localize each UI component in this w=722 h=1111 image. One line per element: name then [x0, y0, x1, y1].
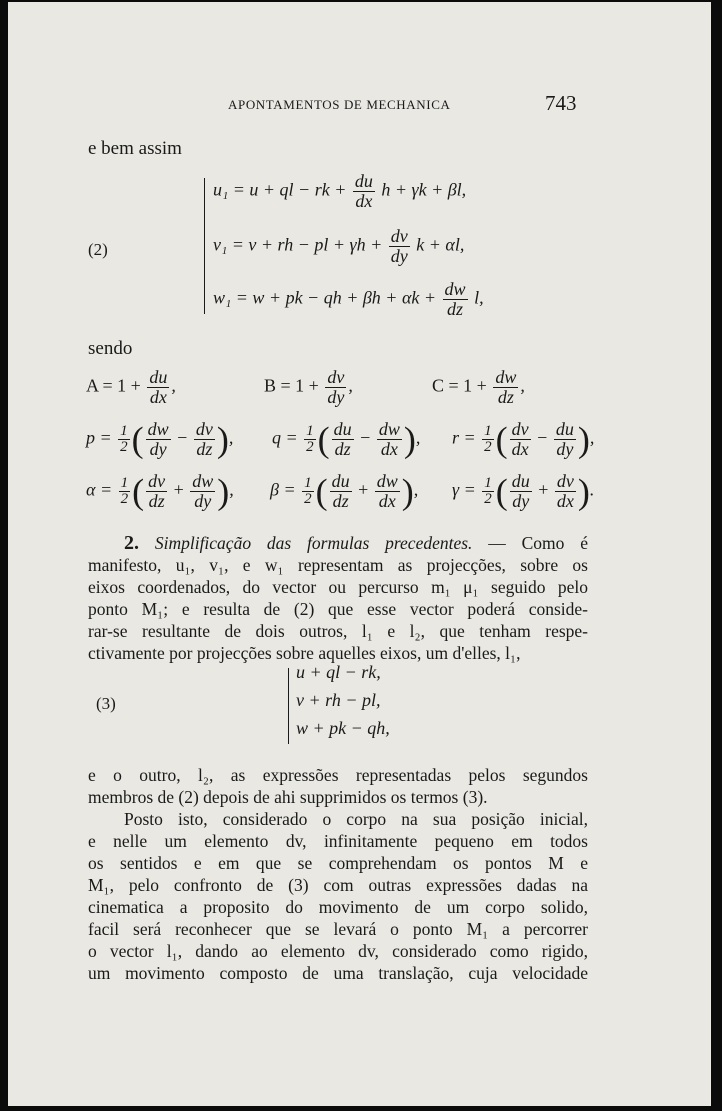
def-r-num2: du	[555, 419, 574, 439]
def-gamma-num1: du	[511, 471, 530, 491]
eq2-line3-rest: l,	[474, 287, 484, 308]
def-q-den2: dx	[380, 439, 398, 459]
def-C	[432, 368, 525, 407]
eq2-line1-frac-den: dx	[355, 191, 373, 211]
def-B-num: dv	[327, 367, 345, 387]
def-B	[264, 368, 353, 407]
def-beta-half-num: 1	[304, 475, 312, 491]
eq2-line3-frac-den: dz	[447, 299, 464, 319]
def-p-num1: dw	[147, 419, 169, 439]
para-posto-line-2: os sentidos e em que se comprehendam os pontos M e	[88, 853, 588, 873]
equation-3-label: (3)	[96, 694, 116, 713]
def-beta-op: +	[358, 479, 369, 500]
para-after-line-0: e o outro, l₂, as expressões representadas pelos segundos	[88, 765, 588, 785]
paragraph-after-eq3	[88, 764, 588, 808]
def-r: r = $\frac{1}{2}$ ( $\frac{dv}{dx}$ − $\frac{du}{dy}$ ),	[452, 419, 595, 460]
section-2-line-0	[88, 532, 588, 554]
def-beta: β = $\frac{1}{2}$ ( $\frac{du}{dz}$ + $\frac{dw}{dx}$ ),	[270, 471, 419, 512]
def-A-tail: ,	[171, 375, 176, 396]
section-2-line-0-text: — Como é	[472, 533, 589, 553]
section-2-line-5: ctivamente por projecções sobre aquelles eixos, um d'elles, l₁,	[88, 643, 521, 663]
eq2-line1-lhs: u₁ = u + ql − rk +	[213, 179, 347, 200]
def-C-den: dz	[497, 387, 514, 407]
def-p-half-den: 2	[120, 439, 128, 455]
equation-2-brace	[204, 178, 205, 314]
def-beta-den2: dx	[378, 491, 396, 511]
def-alpha-op: +	[173, 479, 184, 500]
def-q-tail: ,	[415, 427, 421, 448]
def-gamma-den1: dy	[512, 491, 530, 511]
equation-3-brace	[288, 668, 289, 744]
eq2-line3-lhs: w₁ = w + pk − qh + βh + αk +	[213, 287, 437, 308]
def-alpha-tail: ,	[229, 479, 234, 500]
para-posto-line-3: M₁, pelo confronto de (3) com outras expressões dadas na	[88, 875, 588, 895]
def-r-den2: dy	[556, 439, 574, 459]
sendo-text: sendo	[88, 338, 133, 359]
def-B-tail: ,	[348, 375, 353, 396]
def-A-den: dx	[149, 387, 167, 407]
def-beta-num1: du	[331, 471, 350, 491]
eq2-line1-frac-num: du	[354, 171, 373, 191]
def-r-half-num: 1	[484, 423, 492, 439]
equation-2-line-3	[213, 280, 484, 319]
def-B-lhs: B = 1 +	[264, 375, 319, 396]
para-posto-line-7: um movimento composto de uma translação, cuja velocidade	[88, 963, 588, 983]
paragraph-posto-isto	[88, 808, 588, 984]
def-p-op: −	[177, 427, 188, 448]
def-gamma-den2: dx	[556, 491, 574, 511]
def-beta-half-den: 2	[304, 491, 312, 507]
def-beta-tail: ,	[413, 479, 419, 500]
def-A-num: du	[149, 367, 168, 387]
def-q-den1: dz	[334, 439, 351, 459]
def-q-half-num: 1	[306, 423, 314, 439]
section-2-title: Simplificação das formulas precedentes.	[154, 533, 473, 553]
def-alpha-lhs: α =	[86, 479, 113, 500]
def-gamma-half-den: 2	[484, 491, 492, 507]
para-posto-line-0: Posto isto, considerado o corpo na sua posição inicial,	[124, 809, 588, 829]
para-after-line-1: membros de (2) depois de ahi supprimidos os termos (3).	[88, 787, 488, 807]
section-2-line-4: rar-se resultante de dois outros, l₁ e l₂, que tenham respe-	[88, 621, 588, 641]
def-gamma-op: +	[538, 479, 549, 500]
para-posto-line-5: facil será reconhecer que se levará o ponto M₁ a percorrer	[88, 919, 588, 939]
para-posto-line-6: o vector l₁, dando ao elemento dv, considerado como rigido,	[88, 941, 588, 961]
section-2-line-3: ponto M₁; e resulta de (2) que esse vector poderá conside-	[88, 599, 588, 619]
def-A	[86, 368, 176, 407]
def-r-lhs: r =	[452, 427, 476, 448]
section-2-paragraph	[88, 532, 588, 664]
para-posto-line-1: e nelle um elemento dv, infinitamente pequeno em todos	[88, 831, 588, 851]
equation-2-line-2	[213, 227, 464, 266]
def-p-num2: dv	[195, 419, 213, 439]
equation-2-line-1	[213, 172, 466, 211]
eq2-line2-rest: k + αl,	[416, 234, 465, 255]
def-B-den: dy	[327, 387, 345, 407]
equation-3-line-3: w + pk − qh,	[296, 718, 390, 738]
equation-3-line-1: u + ql − rk,	[296, 662, 381, 682]
eq2-line2-frac-num: dv	[390, 226, 408, 246]
section-2-line-1: manifesto, u₁, v₁, e w₁ representam as projecções, sobre os	[88, 555, 588, 575]
def-p-half-num: 1	[120, 423, 128, 439]
def-C-lhs: C = 1 +	[432, 375, 487, 396]
equation-3-line-2: v + rh − pl,	[296, 690, 381, 710]
def-beta-num2: dw	[376, 471, 398, 491]
def-q-num2: dw	[378, 419, 400, 439]
eq2-line2-frac-den: dy	[390, 246, 408, 266]
equation-2-label: (2)	[88, 240, 108, 259]
def-r-den1: dx	[511, 439, 529, 459]
def-C-num: dw	[495, 367, 517, 387]
def-alpha-den1: dz	[148, 491, 165, 511]
def-alpha-half-num: 1	[120, 475, 129, 491]
def-alpha-num1: dv	[148, 471, 166, 491]
eq2-line3-frac-num: dw	[444, 279, 466, 299]
def-r-tail: ,	[589, 427, 595, 448]
intro-text: e bem assim	[88, 138, 182, 159]
def-r-op: −	[537, 427, 548, 448]
eq2-line2-lhs: v₁ = v + rh − pl + γh +	[213, 234, 383, 255]
def-p-lhs: p =	[86, 427, 112, 448]
def-gamma-lhs: γ =	[452, 479, 476, 500]
def-r-half-den: 2	[484, 439, 492, 455]
running-title: APONTAMENTOS DE MECHANICA	[228, 97, 451, 112]
def-q-num1: du	[333, 419, 352, 439]
def-gamma-tail: .	[589, 479, 595, 500]
def-q-half-den: 2	[306, 439, 314, 455]
def-gamma-half-num: 1	[484, 475, 492, 491]
def-alpha-half-den: 2	[120, 491, 129, 507]
def-r-num1: dv	[511, 419, 529, 439]
section-2-line-2: eixos coordenados, do vector ou percurso m₁ μ₁ seguido pelo	[88, 577, 588, 597]
def-alpha-den2: dy	[194, 491, 212, 511]
def-alpha: α = $\frac{1}{2}$ ( $\frac{dv}{dz}$ + $\frac{dw}{dy}$ ),	[86, 471, 234, 512]
def-C-tail: ,	[520, 375, 525, 396]
def-gamma: γ = $\frac{1}{2}$ ( $\frac{du}{dy}$ + $\frac{dv}{dx}$ ).	[452, 471, 595, 512]
para-posto-line-4: cinematica a proposito do movimento de um corpo solido,	[88, 897, 588, 917]
eq2-line1-rest: h + γk + βl,	[381, 179, 467, 200]
def-q-op: −	[360, 427, 371, 448]
page-number: 743	[545, 91, 577, 115]
def-beta-lhs: β =	[270, 479, 296, 500]
def-p-tail: ,	[228, 427, 234, 448]
def-beta-den1: dz	[332, 491, 349, 511]
def-p-den2: dz	[196, 439, 213, 459]
def-p-den1: dy	[149, 439, 167, 459]
def-p: p = $\frac{1}{2}$ ( $\frac{dw}{dy}$ − $\frac{dv}{dz}$ ),	[86, 419, 234, 460]
section-2-number: 2.	[124, 532, 139, 554]
def-gamma-num2: dv	[556, 471, 574, 491]
def-A-lhs: A = 1 +	[86, 375, 141, 396]
def-q-lhs: q =	[272, 427, 298, 448]
def-alpha-num2: dw	[192, 471, 214, 491]
def-q: q = $\frac{1}{2}$ ( $\frac{du}{dz}$ − $\frac{dw}{dx}$ ),	[272, 419, 421, 460]
book-page	[8, 2, 711, 1106]
